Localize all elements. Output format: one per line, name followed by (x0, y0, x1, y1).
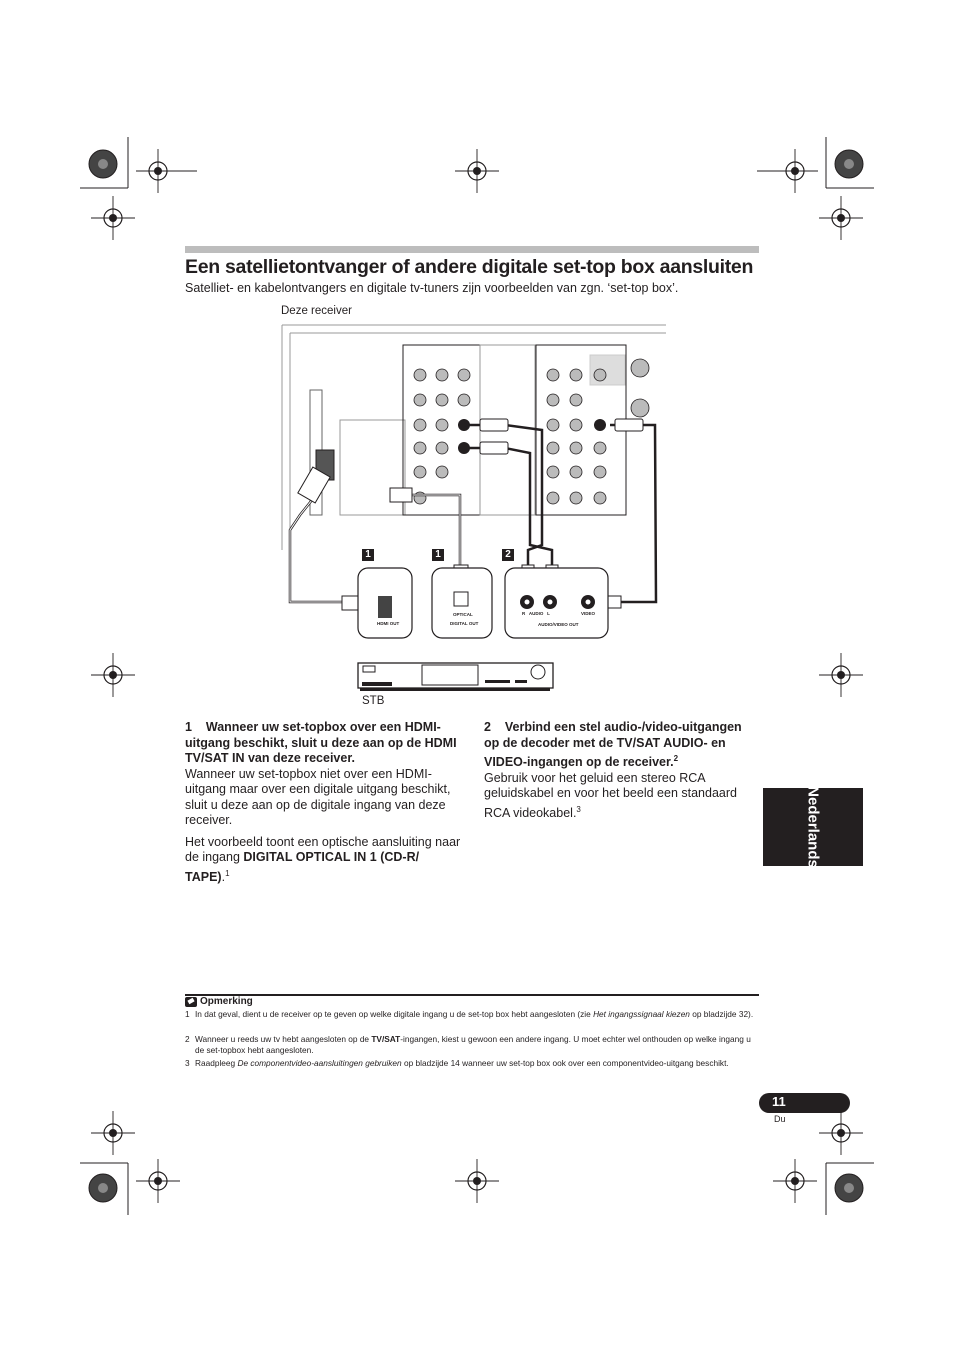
footnote-1-text-end: op bladzijde 32). (689, 1009, 754, 1019)
step-2 (484, 720, 759, 827)
port-label-optical: OPTICAL (453, 612, 473, 617)
footnote-3-ref-title: De componentvideo-aansluitingen gebruiken (237, 1058, 402, 1068)
step-1-input-name: DIGITAL OPTICAL IN 1 (CD-R/ TAPE) (185, 850, 420, 884)
notes-rule (185, 994, 759, 996)
footnote-2-input: TV/SAT (371, 1034, 401, 1044)
step-1-heading: Wanneer uw set-topbox over een HDMI-uitgang beschikt, sluit u deze aan op de HDMI TV/SAT IN van deze receiver. (185, 720, 457, 765)
footnote-ref-1: 1 (225, 868, 230, 878)
page-language: Du (774, 1114, 786, 1124)
callout-tag-1a: 1 (362, 549, 374, 561)
crop-mark-top-right (757, 137, 874, 240)
step-1-body2: Het voorbeeld toont een optische aansluiting naar de ingang (185, 834, 461, 864)
footnote-ref-2: 2 (673, 754, 679, 763)
footnote-1-num: 1 (185, 1009, 190, 1019)
step-1-body: Wanneer uw set-topbox niet over een HDMI-uitgang maar over een digitale uitgang beschikt, sluit u deze aan op de digitale ingang van deze receiver. (185, 766, 451, 827)
footnote-1 (185, 1009, 759, 1020)
footnote-3 (185, 1058, 759, 1069)
footnote-ref-3: 3 (576, 804, 581, 814)
stb-label: STB (362, 695, 385, 707)
step-2-number: 2 (484, 720, 491, 734)
note-pencil-icon (185, 997, 197, 1007)
footnote-1-ref-title: Het ingangssignaal kiezen (593, 1009, 690, 1019)
step-1 (185, 720, 465, 891)
step-2-body: Gebruik voor het geluid een stereo RCA geluidskabel en voor het beeld een standaard RCA videokabel. (484, 770, 737, 820)
notes-heading (185, 996, 253, 1007)
footnote-3-text-end: op bladzijde 14 wanneer uw set-top box ook over een componentvideo-uitgang beschikt. (401, 1058, 729, 1068)
page-title: Een satellietontvanger of andere digitale set-top box aansluiten (185, 256, 754, 278)
language-tab (763, 788, 863, 866)
crop-mark-bottom-left (80, 1111, 499, 1215)
footnote-1-text: In dat geval, dient u de receiver op te geven op welke digitale ingang u de set-top box hebt aangesloten (zie (195, 1009, 594, 1019)
stb-device (358, 663, 553, 691)
footnote-2-text-end: -ingangen, kiest u gewoon een andere ingang. U moet echter wel onthouden op welke ingang u de set-topbox hebt aangesloten. (195, 1034, 751, 1055)
language-tab-label: Nederlands (804, 786, 822, 868)
receiver-label: Deze receiver (281, 305, 352, 317)
page-subtitle: Satelliet- en kabelontvangers en digitale tv-tuners zijn voorbeelden van zgn. ‘set-top box’. (185, 281, 679, 295)
step-1-number: 1 (185, 720, 192, 734)
footnote-2 (185, 1034, 759, 1056)
footnote-2-num: 2 (185, 1034, 190, 1044)
port-label-audio-video-out: AUDIO/VIDEO OUT (538, 622, 579, 627)
footnote-3-text: Raadpleeg (195, 1058, 238, 1068)
callout-tag-2: 2 (502, 549, 514, 561)
callout-tag-1b: 1 (432, 549, 444, 561)
step-1-body2-end: . (221, 869, 226, 884)
notes-heading-label: Opmerking (200, 996, 253, 1007)
crop-mark-top-left (80, 137, 197, 240)
connection-diagram (280, 320, 670, 700)
crop-mark-bottom-right (773, 1111, 874, 1215)
page-number: 11 (772, 1094, 786, 1109)
port-label-hdmi-out: HDMI OUT (377, 621, 400, 626)
title-rule (185, 246, 759, 253)
footnote-2-text: Wanneer u reeds uw tv hebt aangesloten op de (195, 1034, 372, 1044)
footnote-3-num: 3 (185, 1058, 190, 1068)
port-label-r-audio-l: R AUDIO L (522, 611, 550, 616)
port-label-video: VIDEO (581, 611, 596, 616)
port-label-digital-out: DIGITAL OUT (450, 621, 479, 626)
step-2-heading: Verbind een stel audio-/video-uitgangen op de decoder met de TV/SAT AUDIO- en VIDEO-ingangen op de receiver. (484, 720, 742, 770)
